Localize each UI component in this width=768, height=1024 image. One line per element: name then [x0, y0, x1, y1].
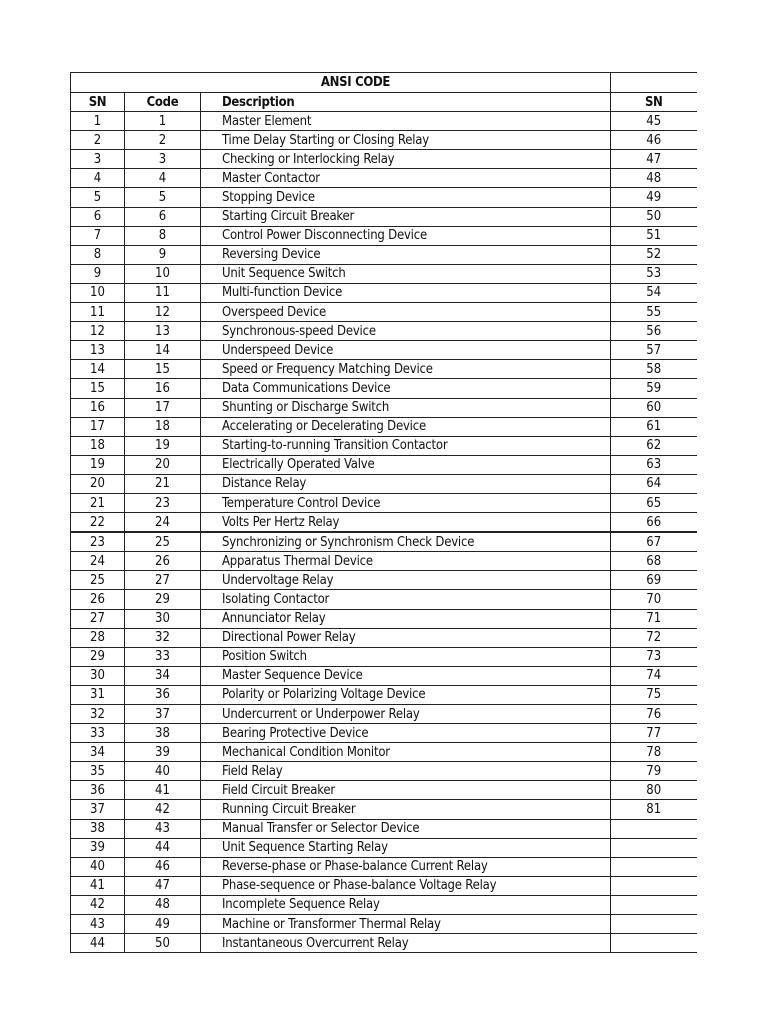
cell-sn: 37	[71, 800, 125, 819]
table-row	[71, 169, 697, 188]
cell-sn-right: 57	[611, 341, 697, 360]
cell-sn: 44	[71, 934, 125, 953]
table-row	[71, 303, 697, 322]
table-row	[71, 571, 697, 590]
cell-sn: 6	[71, 207, 125, 226]
cell-code: 48	[125, 895, 201, 914]
cell-description: Accelerating or Decelerating Device	[201, 417, 611, 436]
cell-sn-right: 68	[611, 552, 697, 571]
cell-sn: 25	[71, 571, 125, 590]
cell-description: Incomplete Sequence Relay	[201, 895, 611, 914]
cell-code: 24	[125, 513, 201, 533]
cell-sn: 40	[71, 857, 125, 876]
cell-description: Polarity or Polarizing Voltage Device	[201, 685, 611, 704]
table-title-row	[71, 73, 697, 93]
cell-sn-right: 51	[611, 226, 697, 245]
table-body	[71, 112, 697, 953]
cell-code: 27	[125, 571, 201, 590]
cell-code: 50	[125, 934, 201, 953]
table-row	[71, 895, 697, 914]
table-row	[71, 685, 697, 704]
table-row	[71, 150, 697, 169]
cell-description: Phase-sequence or Phase-balance Voltage Relay	[201, 876, 611, 895]
cell-sn: 7	[71, 226, 125, 245]
cell-code: 6	[125, 207, 201, 226]
cell-code: 42	[125, 800, 201, 819]
table-row	[71, 341, 697, 360]
cell-sn: 36	[71, 781, 125, 800]
cell-code: 18	[125, 417, 201, 436]
header-sn: SN	[71, 93, 125, 112]
cell-code: 41	[125, 781, 201, 800]
cell-code: 49	[125, 915, 201, 934]
cell-sn: 30	[71, 666, 125, 685]
cell-sn-right: 78	[611, 743, 697, 762]
cell-description: Master Sequence Device	[201, 666, 611, 685]
cell-description: Volts Per Hertz Relay	[201, 513, 611, 533]
cell-sn-right	[611, 857, 697, 876]
cell-description: Temperature Control Device	[201, 493, 611, 512]
cell-code: 20	[125, 455, 201, 474]
cell-description: Starting Circuit Breaker	[201, 207, 611, 226]
cell-code: 8	[125, 226, 201, 245]
cell-sn-right	[611, 819, 697, 838]
cell-code: 47	[125, 876, 201, 895]
cell-sn-right: 71	[611, 609, 697, 628]
table-row	[71, 264, 697, 283]
cell-code: 16	[125, 379, 201, 398]
cell-description: Control Power Disconnecting Device	[201, 226, 611, 245]
cell-code: 32	[125, 628, 201, 647]
cell-description: Apparatus Thermal Device	[201, 552, 611, 571]
cell-code: 21	[125, 474, 201, 493]
table-row	[71, 398, 697, 417]
cell-sn: 3	[71, 150, 125, 169]
cell-sn-right	[611, 838, 697, 857]
cell-sn: 15	[71, 379, 125, 398]
cell-sn: 42	[71, 895, 125, 914]
cell-sn: 19	[71, 455, 125, 474]
cell-description: Underspeed Device	[201, 341, 611, 360]
cell-sn-right: 47	[611, 150, 697, 169]
cell-sn-right: 81	[611, 800, 697, 819]
cell-sn: 20	[71, 474, 125, 493]
cell-description: Master Element	[201, 112, 611, 131]
cell-code: 43	[125, 819, 201, 838]
cell-sn-right: 70	[611, 590, 697, 609]
table-row	[71, 513, 697, 533]
cell-code: 23	[125, 493, 201, 512]
cell-sn-right: 54	[611, 283, 697, 302]
table-row	[71, 112, 697, 131]
table-row	[71, 628, 697, 647]
cell-sn: 22	[71, 513, 125, 533]
cell-sn: 41	[71, 876, 125, 895]
cell-sn-right: 48	[611, 169, 697, 188]
table-row	[71, 455, 697, 474]
table-row	[71, 188, 697, 207]
cell-code: 14	[125, 341, 201, 360]
cell-sn-right: 64	[611, 474, 697, 493]
cell-code: 38	[125, 724, 201, 743]
cell-code: 11	[125, 283, 201, 302]
cell-sn: 32	[71, 705, 125, 724]
cell-description: Reverse-phase or Phase-balance Current Relay	[201, 857, 611, 876]
table-row	[71, 322, 697, 341]
cell-sn-right: 52	[611, 245, 697, 264]
cell-code: 25	[125, 532, 201, 552]
cell-sn: 14	[71, 360, 125, 379]
cell-sn-right: 59	[611, 379, 697, 398]
table-row	[71, 590, 697, 609]
cell-description: Synchronizing or Synchronism Check Device	[201, 532, 611, 552]
cell-sn-right	[611, 876, 697, 895]
cell-description: Time Delay Starting or Closing Relay	[201, 131, 611, 150]
cell-description: Checking or Interlocking Relay	[201, 150, 611, 169]
cell-code: 4	[125, 169, 201, 188]
cell-sn: 13	[71, 341, 125, 360]
table-row	[71, 934, 697, 953]
cell-description: Master Contactor	[201, 169, 611, 188]
cell-sn: 11	[71, 303, 125, 322]
table-row	[71, 915, 697, 934]
cell-sn: 28	[71, 628, 125, 647]
table-row	[71, 226, 697, 245]
cell-description: Unit Sequence Switch	[201, 264, 611, 283]
cell-sn-right: 77	[611, 724, 697, 743]
cell-code: 33	[125, 647, 201, 666]
cell-sn-right: 66	[611, 513, 697, 533]
cell-description: Field Relay	[201, 762, 611, 781]
cell-code: 13	[125, 322, 201, 341]
cell-code: 40	[125, 762, 201, 781]
cell-description: Synchronous-speed Device	[201, 322, 611, 341]
cell-code: 19	[125, 436, 201, 455]
cell-sn: 4	[71, 169, 125, 188]
table-title-right-cell	[611, 73, 697, 93]
cell-sn-right: 69	[611, 571, 697, 590]
cell-description: Multi-function Device	[201, 283, 611, 302]
table-row	[71, 379, 697, 398]
cell-description: Stopping Device	[201, 188, 611, 207]
cell-sn-right: 76	[611, 705, 697, 724]
cell-code: 12	[125, 303, 201, 322]
cell-sn: 8	[71, 245, 125, 264]
table-row	[71, 819, 697, 838]
cell-description: Directional Power Relay	[201, 628, 611, 647]
cell-description: Shunting or Discharge Switch	[201, 398, 611, 417]
cell-sn-right: 65	[611, 493, 697, 512]
cell-sn: 31	[71, 685, 125, 704]
table-row	[71, 705, 697, 724]
cell-description: Speed or Frequency Matching Device	[201, 360, 611, 379]
cell-sn-right: 80	[611, 781, 697, 800]
ansi-code-table	[70, 72, 697, 953]
cell-sn: 16	[71, 398, 125, 417]
table-row	[71, 724, 697, 743]
cell-sn: 2	[71, 131, 125, 150]
cell-sn-right	[611, 915, 697, 934]
cell-description: Annunciator Relay	[201, 609, 611, 628]
cell-sn-right: 67	[611, 532, 697, 552]
cell-sn: 23	[71, 532, 125, 552]
cell-sn-right: 72	[611, 628, 697, 647]
cell-sn-right: 58	[611, 360, 697, 379]
table-row	[71, 417, 697, 436]
table-row	[71, 800, 697, 819]
table-row	[71, 207, 697, 226]
table-row	[71, 762, 697, 781]
cell-sn-right: 60	[611, 398, 697, 417]
cell-description: Manual Transfer or Selector Device	[201, 819, 611, 838]
cell-sn-right: 75	[611, 685, 697, 704]
cell-code: 26	[125, 552, 201, 571]
cell-sn: 35	[71, 762, 125, 781]
header-sn-right: SN	[611, 93, 697, 112]
table-row	[71, 609, 697, 628]
cell-code: 39	[125, 743, 201, 762]
cell-sn-right: 50	[611, 207, 697, 226]
table-row	[71, 552, 697, 571]
table-row	[71, 666, 697, 685]
cell-sn-right: 61	[611, 417, 697, 436]
cell-sn-right: 49	[611, 188, 697, 207]
cell-sn: 5	[71, 188, 125, 207]
table-row	[71, 838, 697, 857]
cell-description: Mechanical Condition Monitor	[201, 743, 611, 762]
cell-sn: 26	[71, 590, 125, 609]
cell-sn: 17	[71, 417, 125, 436]
cell-sn: 24	[71, 552, 125, 571]
table-row	[71, 647, 697, 666]
cell-code: 34	[125, 666, 201, 685]
cell-sn-right: 53	[611, 264, 697, 283]
table-row	[71, 532, 697, 552]
cell-code: 37	[125, 705, 201, 724]
cell-description: Starting-to-running Transition Contactor	[201, 436, 611, 455]
cell-sn: 29	[71, 647, 125, 666]
cell-description: Undervoltage Relay	[201, 571, 611, 590]
cell-description: Position Switch	[201, 647, 611, 666]
cell-sn-right: 45	[611, 112, 697, 131]
cell-sn-right: 63	[611, 455, 697, 474]
cell-code: 30	[125, 609, 201, 628]
cell-sn-right: 79	[611, 762, 697, 781]
table-row	[71, 781, 697, 800]
cell-sn-right: 46	[611, 131, 697, 150]
cell-sn-right	[611, 895, 697, 914]
header-description: Description	[201, 93, 611, 112]
cell-sn: 1	[71, 112, 125, 131]
cell-code: 36	[125, 685, 201, 704]
table-row	[71, 283, 697, 302]
cell-code: 15	[125, 360, 201, 379]
cell-code: 5	[125, 188, 201, 207]
cell-code: 10	[125, 264, 201, 283]
cell-sn-right: 73	[611, 647, 697, 666]
table-row	[71, 876, 697, 895]
cell-code: 29	[125, 590, 201, 609]
cell-code: 9	[125, 245, 201, 264]
table-header-row	[71, 93, 697, 112]
cell-sn: 27	[71, 609, 125, 628]
cell-description: Electrically Operated Valve	[201, 455, 611, 474]
table-row	[71, 474, 697, 493]
cell-code: 46	[125, 857, 201, 876]
header-code: Code	[125, 93, 201, 112]
cell-sn-right: 62	[611, 436, 697, 455]
cell-sn: 18	[71, 436, 125, 455]
cell-description: Distance Relay	[201, 474, 611, 493]
cell-description: Reversing Device	[201, 245, 611, 264]
cell-sn: 12	[71, 322, 125, 341]
cell-description: Field Circuit Breaker	[201, 781, 611, 800]
cell-sn: 21	[71, 493, 125, 512]
table-row	[71, 245, 697, 264]
cell-sn: 34	[71, 743, 125, 762]
cell-description: Data Communications Device	[201, 379, 611, 398]
cell-sn: 9	[71, 264, 125, 283]
cell-sn: 33	[71, 724, 125, 743]
cell-code: 2	[125, 131, 201, 150]
cell-code: 3	[125, 150, 201, 169]
table-row	[71, 360, 697, 379]
table-row	[71, 743, 697, 762]
cell-sn-right	[611, 934, 697, 953]
cell-sn-right: 56	[611, 322, 697, 341]
cell-sn: 39	[71, 838, 125, 857]
cell-description: Running Circuit Breaker	[201, 800, 611, 819]
table-row	[71, 436, 697, 455]
cell-description: Machine or Transformer Thermal Relay	[201, 915, 611, 934]
cell-description: Unit Sequence Starting Relay	[201, 838, 611, 857]
cell-code: 44	[125, 838, 201, 857]
cell-sn: 38	[71, 819, 125, 838]
cell-sn: 10	[71, 283, 125, 302]
cell-description: Bearing Protective Device	[201, 724, 611, 743]
table-row	[71, 131, 697, 150]
cell-description: Undercurrent or Underpower Relay	[201, 705, 611, 724]
table-row	[71, 857, 697, 876]
cell-description: Instantaneous Overcurrent Relay	[201, 934, 611, 953]
cell-description: Isolating Contactor	[201, 590, 611, 609]
cell-code: 17	[125, 398, 201, 417]
cell-description: Overspeed Device	[201, 303, 611, 322]
table-title: ANSI CODE	[71, 73, 611, 93]
cell-sn-right: 74	[611, 666, 697, 685]
table-row	[71, 493, 697, 512]
cell-sn: 43	[71, 915, 125, 934]
cell-sn-right: 55	[611, 303, 697, 322]
cell-code: 1	[125, 112, 201, 131]
